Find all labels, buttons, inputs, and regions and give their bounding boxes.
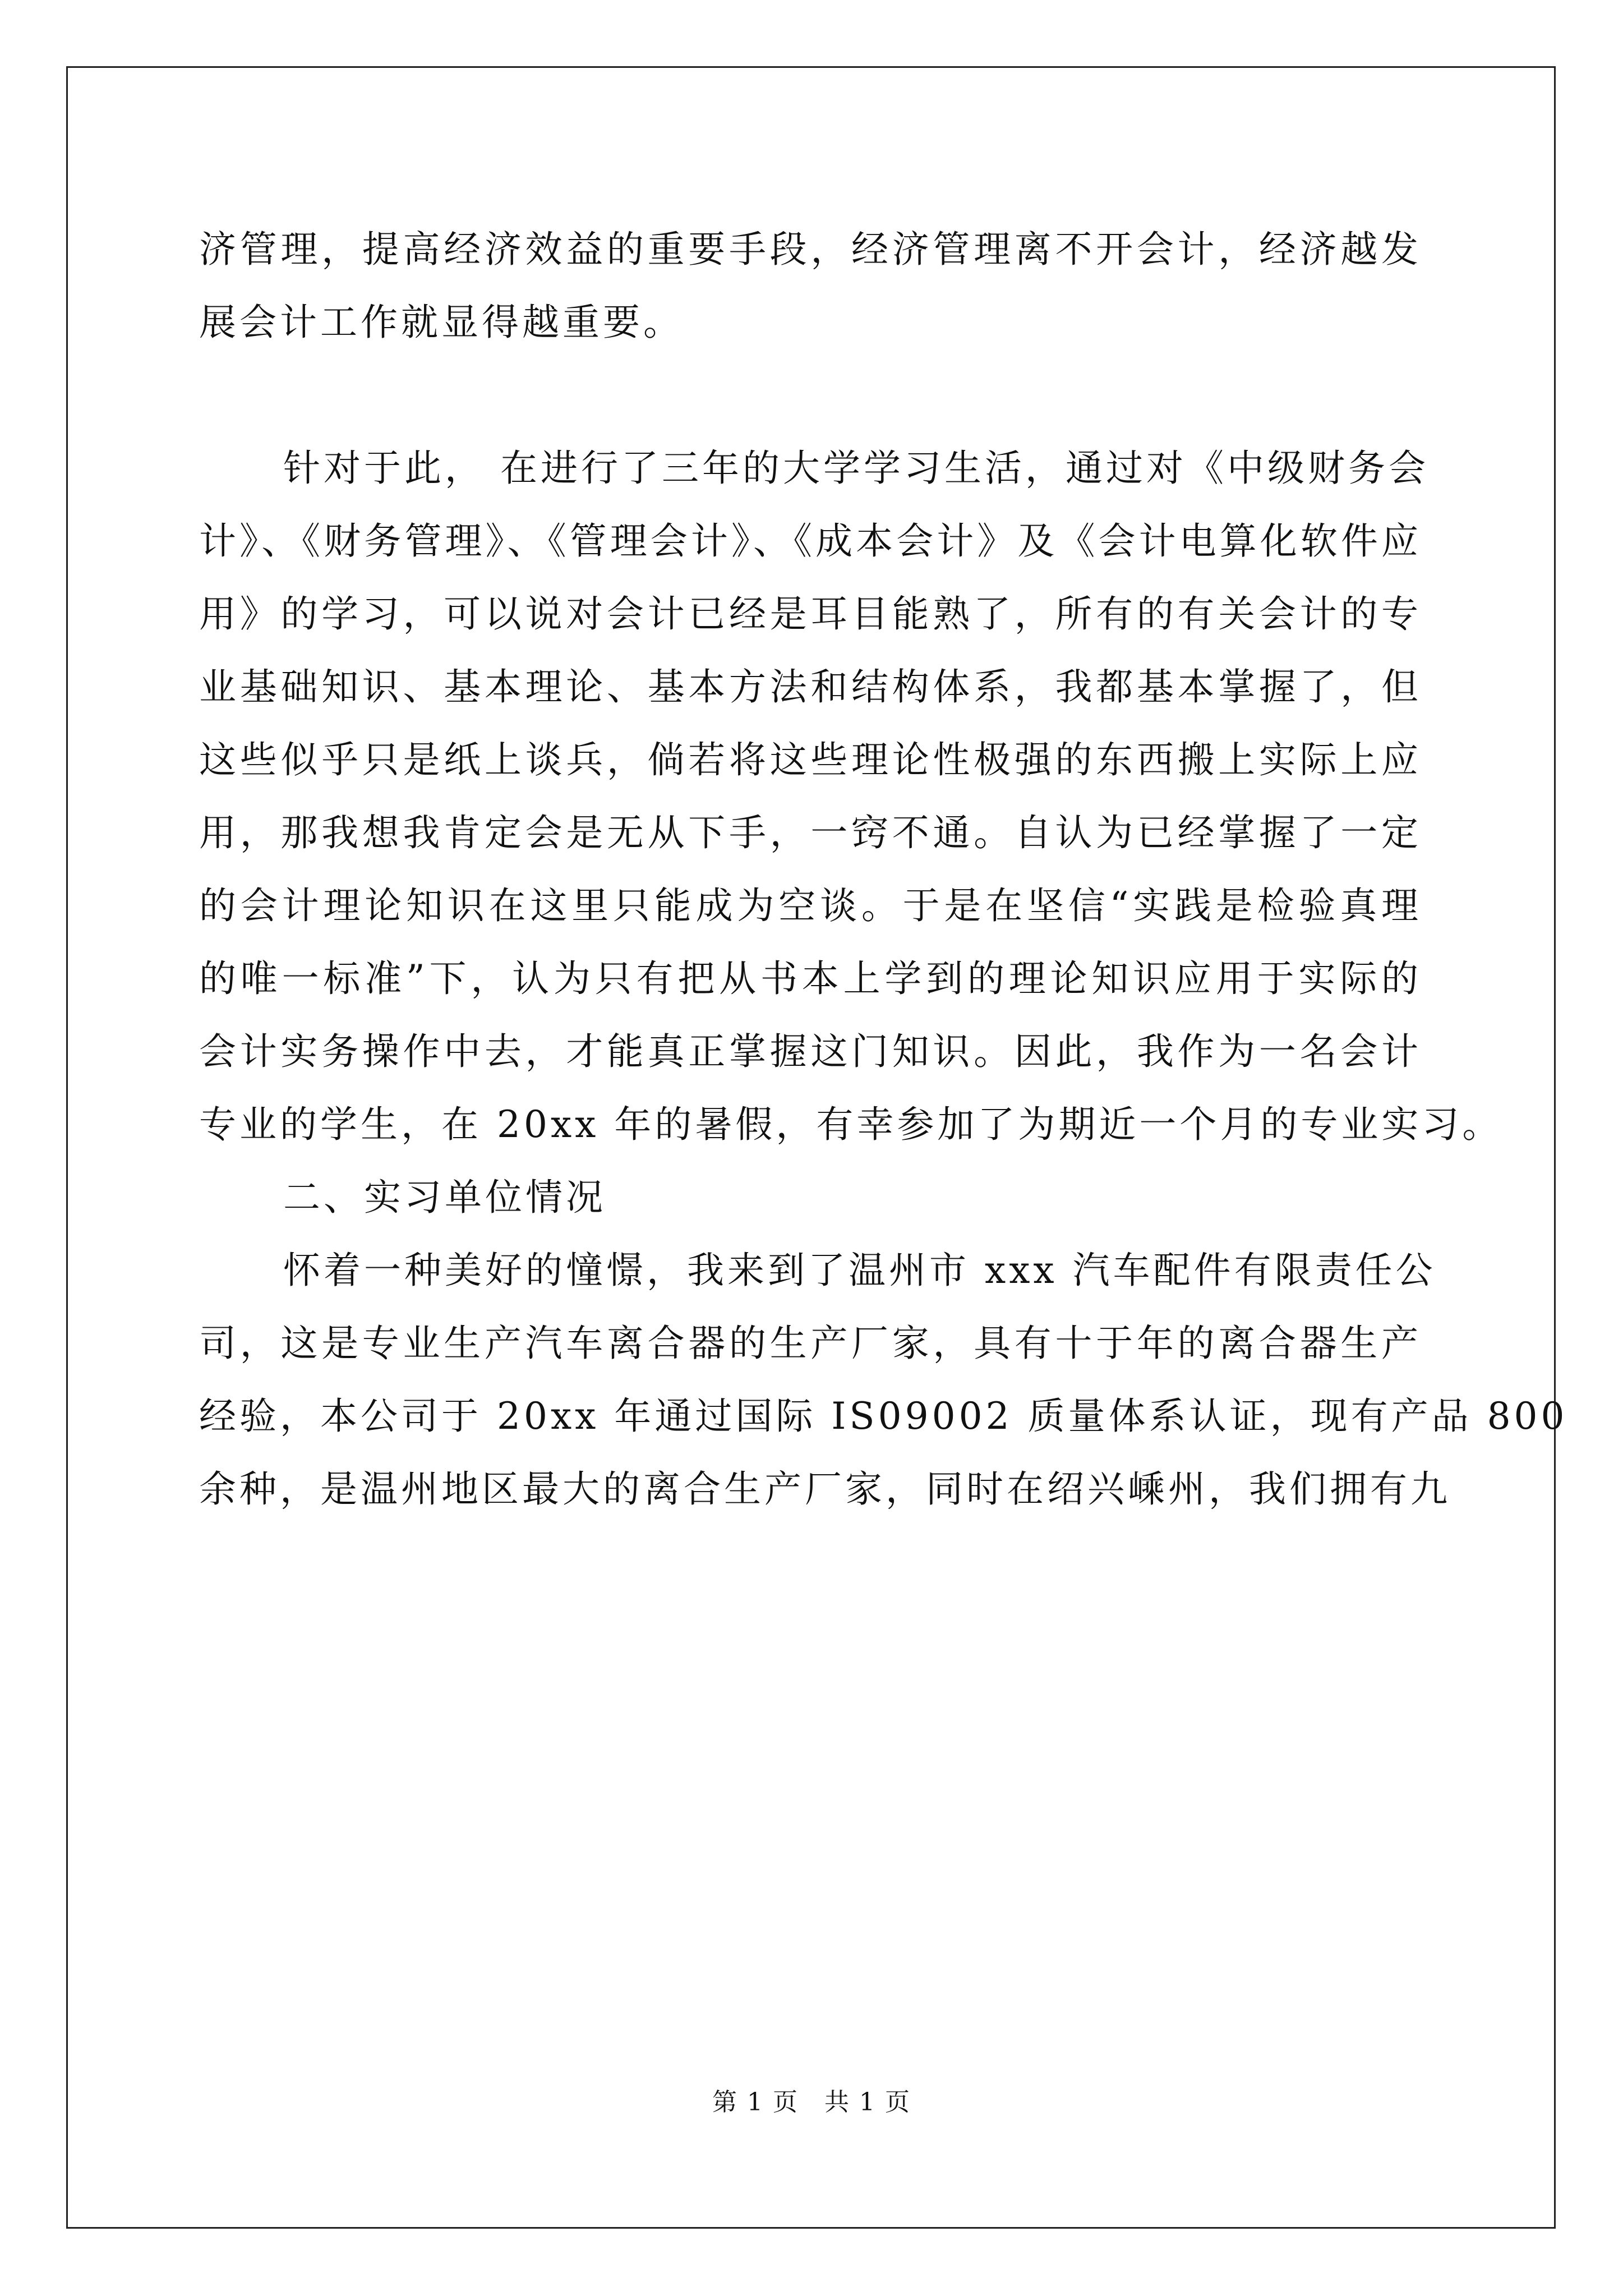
body-line-7: 这些似乎只是纸上谈兵，倘若将这些理论性极强的东西搬上实际上应 [199, 738, 1422, 781]
body-line-5: 用》的学习，可以说对会计已经是耳目能熟了，所有的有关会计的专 [199, 592, 1422, 636]
body-line-17: 余种，是温州地区最大的离合生产厂家，同时在绍兴嵊州，我们拥有九 [199, 1467, 1451, 1511]
body-line-9: 的会计理论知识在这里只能成为空谈。于是在坚信“实践是检验真理 [199, 884, 1422, 927]
body-line-10: 的唯一标准”下，认为只有把从书本上学到的理论知识应用于实际的 [199, 957, 1422, 1000]
page-footer: 第 1 页 共 1 页 [712, 2088, 911, 2116]
body-line-3: 针对于此， 在进行了三年的大学学习生活，通过对《中级财务会 [283, 447, 1429, 490]
body-line-8: 用，那我想我肯定会是无从下手，一窍不通。自认为已经掌握了一定 [199, 811, 1422, 854]
body-line-16: 经验，本公司于 20xx 年通过国际 IS09002 质量体系认证，现有产品 800 [199, 1395, 1568, 1438]
body-line-4: 计》、《财务管理》、《管理会计》、《成本会计》及《会计电算化软件应 [199, 519, 1422, 563]
body-line-14: 怀着一种美好的憧憬，我来到了温州市 xxx 汽车配件有限责任公 [283, 1249, 1436, 1292]
section-heading: 二、实习单位情况 [283, 1176, 606, 1219]
body-line-6: 业基础知识、基本理论、基本方法和结构体系，我都基本掌握了，但 [199, 665, 1422, 708]
body-line-2: 展会计工作就显得越重要。 [199, 301, 684, 344]
body-line-11: 会计实务操作中去，才能真正掌握这门知识。因此，我作为一名会计 [199, 1030, 1422, 1073]
body-line-1: 济管理，提高经济效益的重要手段，经济管理离不开会计，经济越发 [199, 228, 1422, 271]
body-line-15: 司，这是专业生产汽车离合器的生产厂家，具有十于年的离合器生产 [199, 1322, 1422, 1365]
body-line-12: 专业的学生，在 20xx 年的暑假，有幸参加了为期近一个月的专业实习。 [199, 1103, 1503, 1146]
